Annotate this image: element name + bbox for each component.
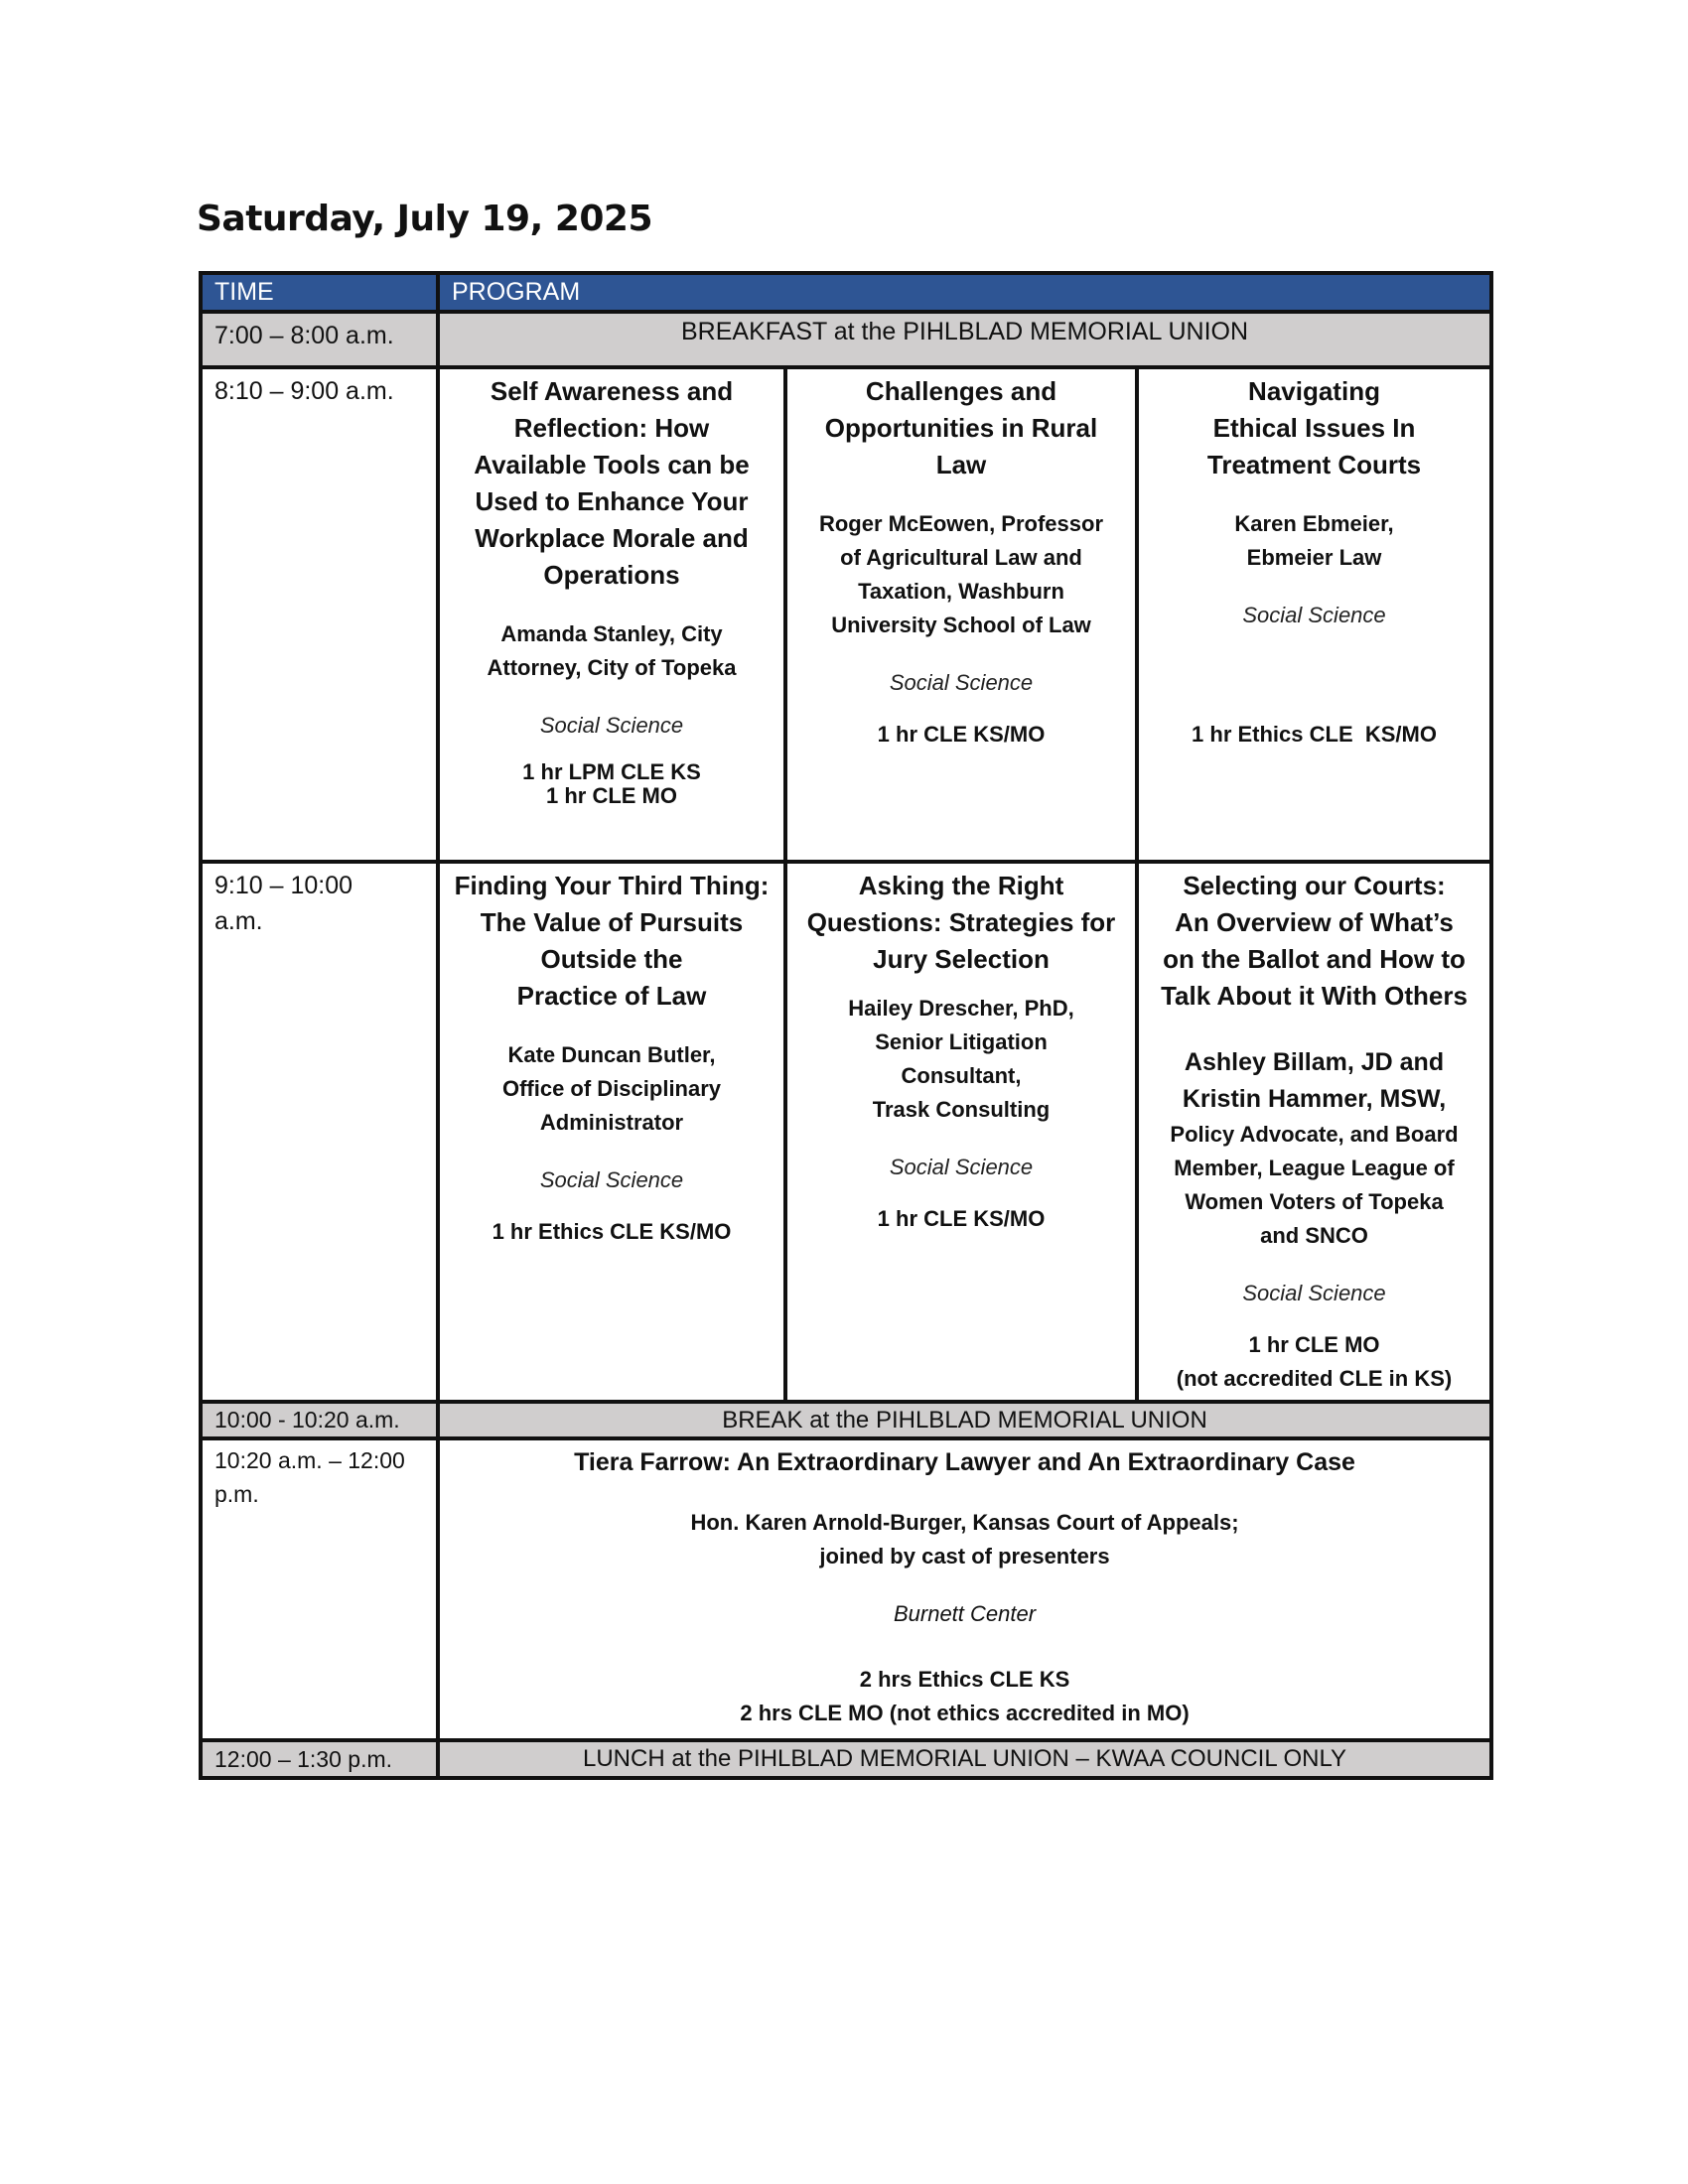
session-rural-law <box>785 367 1137 862</box>
lunch-time: 12:00 – 1:30 p.m. <box>201 1740 438 1778</box>
session-speaker-affiliation: Policy Advocate, and Board Member, League League of Women Voters of Topeka and SNCO <box>1170 1122 1459 1248</box>
session-credit: 1 hr Ethics CLE KS/MO <box>492 1219 732 1244</box>
session-self-awareness <box>438 367 785 862</box>
session-title: Challenges and Opportunities in Rural Law <box>824 376 1098 479</box>
table-header-row <box>201 273 1491 312</box>
session-title: Asking the Right Questions: Strategies for Jury Selection <box>806 871 1116 974</box>
schedule-table <box>199 271 1493 1780</box>
page-title: Saturday, July 19, 2025 <box>197 199 653 239</box>
session-category: Social Science <box>539 713 684 738</box>
session-category: Social Science <box>889 1155 1034 1179</box>
keynote-credit: 2 hrs Ethics CLE KS 2 hrs CLE MO (not ethics accredited in MO) <box>740 1667 1190 1726</box>
session-speaker: Hailey Drescher, PhD, Senior Litigation Consultant, Trask Consulting <box>848 996 1074 1122</box>
session-row-910 <box>201 862 1491 1402</box>
keynote-time: 10:20 a.m. – 12:00 p.m. <box>201 1438 438 1740</box>
keynote-row <box>201 1438 1491 1740</box>
session-selecting-courts <box>1137 862 1491 1402</box>
session-title: Finding Your Third Thing: The Value of Pursuits Outside the Practice of Law <box>454 871 770 1011</box>
breakfast-row <box>201 312 1491 367</box>
session-row-810 <box>201 367 1491 862</box>
header-time: TIME <box>201 273 438 312</box>
session-third-thing <box>438 862 785 1402</box>
keynote-title: Tiera Farrow: An Extraordinary Lawyer and An Extraordinary Case <box>574 1448 1355 1477</box>
lunch-label: LUNCH at the PIHLBLAD MEMORIAL UNION – KWAA COUNCIL ONLY <box>438 1740 1491 1778</box>
header-program: PROGRAM <box>438 273 1491 312</box>
session-title: Self Awareness and Reflection: How Available Tools can be Used to Enhance Your Workplace Morale and Operations <box>474 376 750 590</box>
lunch-row <box>201 1740 1491 1778</box>
session-treatment-courts <box>1137 367 1491 862</box>
session-category: Social Science <box>1242 1281 1386 1305</box>
session-speaker: Kate Duncan Butler, Office of Disciplinary Administrator <box>501 1042 722 1135</box>
session-credit: 1 hr CLE KS/MO <box>877 722 1046 747</box>
keynote-location: Burnett Center <box>893 1601 1037 1627</box>
session-speaker: Karen Ebmeier, Ebmeier Law <box>1234 511 1394 570</box>
session-speaker: Roger McEowen, Professor of Agricultural Law and Taxation, Washburn University School of Law <box>818 511 1104 637</box>
session-credit: 1 hr Ethics CLE KS/MO <box>1192 722 1437 747</box>
session-jury-selection <box>785 862 1137 1402</box>
session-category: Social Science <box>1242 603 1386 627</box>
session-category: Social Science <box>539 1167 684 1192</box>
break-time: 10:00 - 10:20 a.m. <box>201 1402 438 1438</box>
row1-time: 8:10 – 9:00 a.m. <box>201 367 438 862</box>
session-credit: 1 hr LPM CLE KS 1 hr CLE MO <box>522 759 701 808</box>
session-title: Navigating Ethical Issues In Treatment Courts <box>1206 376 1422 479</box>
session-speaker: Amanda Stanley, City Attorney, City of Topeka <box>487 621 737 680</box>
break-label: BREAK at the PIHLBLAD MEMORIAL UNION <box>438 1402 1491 1438</box>
break-row <box>201 1402 1491 1438</box>
breakfast-label: BREAKFAST at the PIHLBLAD MEMORIAL UNION <box>438 312 1491 367</box>
session-category: Social Science <box>889 670 1034 695</box>
row2-time: 9:10 – 10:00 a.m. <box>201 862 438 1402</box>
session-credit: 1 hr CLE MO (not accredited CLE in KS) <box>1176 1332 1453 1391</box>
keynote-speaker: Hon. Karen Arnold-Burger, Kansas Court of Appeals; joined by cast of presenters <box>690 1510 1239 1570</box>
session-credit: 1 hr CLE KS/MO <box>877 1206 1046 1231</box>
breakfast-time: 7:00 – 8:00 a.m. <box>201 312 438 367</box>
keynote-session <box>438 1438 1491 1740</box>
session-speaker-names: Ashley Billam, JD and Kristin Hammer, MSW, <box>1182 1048 1447 1113</box>
session-title: Selecting our Courts: An Overview of What’s on the Ballot and How to Talk About it With Others <box>1161 871 1468 1011</box>
